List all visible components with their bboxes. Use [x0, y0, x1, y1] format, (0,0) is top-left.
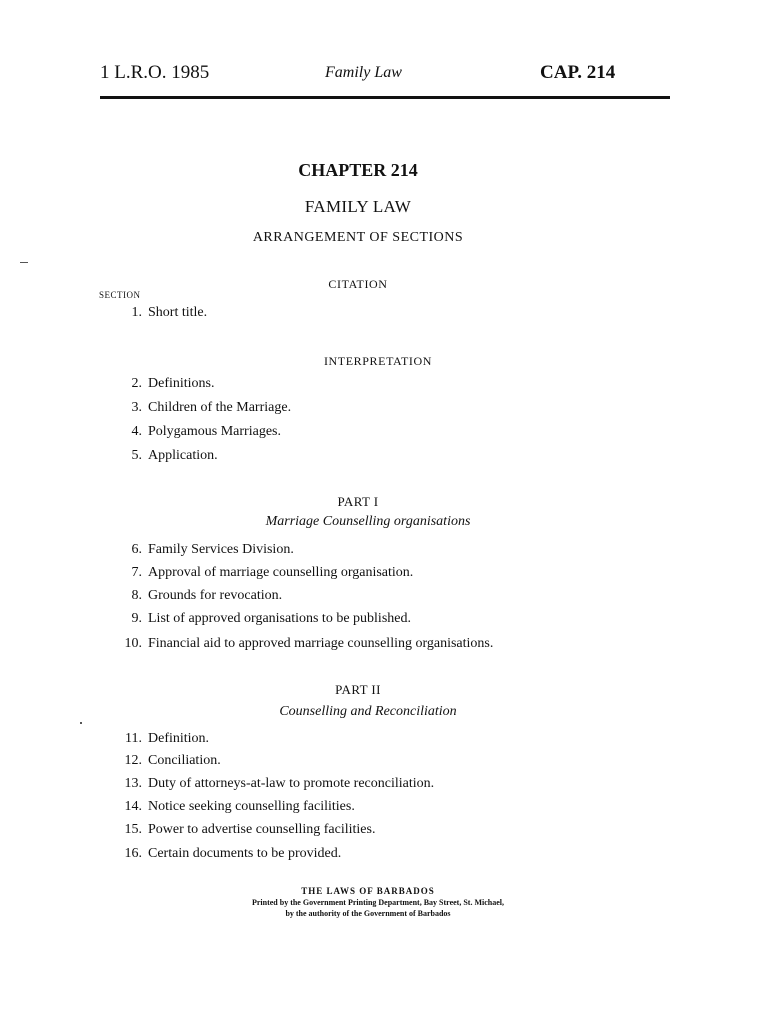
list-item: [114, 799, 355, 815]
header-title: Family Law: [325, 64, 402, 81]
item-text: Certain documents to be provided.: [148, 846, 342, 861]
list-item: [114, 611, 411, 627]
citation-heading: CITATION: [328, 277, 388, 291]
document-title: FAMILY LAW: [304, 197, 412, 216]
interpretation-heading: INTERPRETATION: [323, 354, 433, 368]
header-page-ref: 1 L.R.O. 1985: [100, 62, 210, 83]
item-text: Notice seeking counselling facilities.: [148, 799, 355, 814]
item-text: Definitions.: [148, 376, 215, 391]
item-text: Polygamous Marriages.: [148, 424, 281, 439]
item-number: 4.: [131, 424, 142, 439]
item-number: 9.: [131, 611, 142, 626]
item-text: Approval of marriage counselling organisation.: [148, 565, 414, 580]
item-number: 12.: [124, 753, 142, 768]
part-2-subtitle: Counselling and Reconciliation: [279, 704, 457, 719]
part-1-subtitle: Marriage Counselling organisations: [265, 514, 471, 529]
item-text: Duty of attorneys-at-law to promote reconciliation.: [148, 776, 435, 791]
chapter-heading: CHAPTER 214: [298, 160, 418, 180]
item-number: 5.: [131, 448, 142, 463]
part-2-label: PART II: [335, 682, 381, 697]
list-item: [114, 588, 282, 604]
item-number: 10.: [124, 636, 142, 651]
list-item: [114, 305, 207, 321]
item-number: 15.: [124, 822, 142, 837]
item-number: 6.: [131, 542, 142, 557]
scan-speck: [80, 722, 82, 724]
item-number: 8.: [131, 588, 142, 603]
item-text: Children of the Marriage.: [148, 400, 292, 415]
item-number: 11.: [125, 731, 142, 746]
footer-printer-line: Printed by the Government Printing Department, Bay Street, St. Michael,: [251, 898, 505, 907]
item-text: Power to advertise counselling facilities.: [148, 822, 376, 837]
list-item: [114, 636, 493, 652]
item-number: 13.: [124, 776, 142, 791]
item-number: 2.: [131, 376, 142, 391]
item-text: Short title.: [148, 305, 208, 320]
item-text: List of approved organisations to be published.: [148, 611, 411, 626]
footer-laws-title: THE LAWS OF BARBADOS: [301, 886, 435, 896]
list-item: [114, 400, 291, 416]
item-number: 3.: [131, 400, 142, 415]
item-text: Definition.: [148, 731, 210, 746]
list-item: [114, 565, 413, 581]
arrangement-heading: ARRANGEMENT OF SECTIONS: [252, 230, 464, 245]
header-rule: [100, 96, 670, 99]
item-number: 7.: [131, 565, 142, 580]
item-number: 16.: [124, 846, 142, 861]
list-item: [114, 753, 221, 769]
item-text: Conciliation.: [148, 753, 221, 768]
item-number: 14.: [124, 799, 142, 814]
header-cap: CAP. 214: [540, 62, 616, 83]
item-number: 1.: [131, 305, 142, 320]
section-column-label: SECTION: [99, 290, 141, 300]
list-item: [114, 542, 294, 558]
footer-authority-line: by the authority of the Government of Barbados: [285, 909, 451, 918]
item-text: Financial aid to approved marriage counselling organisations.: [148, 636, 494, 651]
list-item: [114, 376, 215, 392]
list-item: [114, 776, 434, 792]
list-item: [114, 731, 209, 747]
item-text: Grounds for revocation.: [148, 588, 283, 603]
scan-speck: [20, 262, 28, 263]
list-item: [114, 822, 375, 838]
item-text: Family Services Division.: [148, 542, 294, 557]
item-text: Application.: [148, 448, 218, 463]
list-item: [114, 448, 218, 464]
list-item: [114, 846, 341, 862]
part-1-label: PART I: [337, 494, 379, 509]
list-item: [114, 424, 281, 440]
